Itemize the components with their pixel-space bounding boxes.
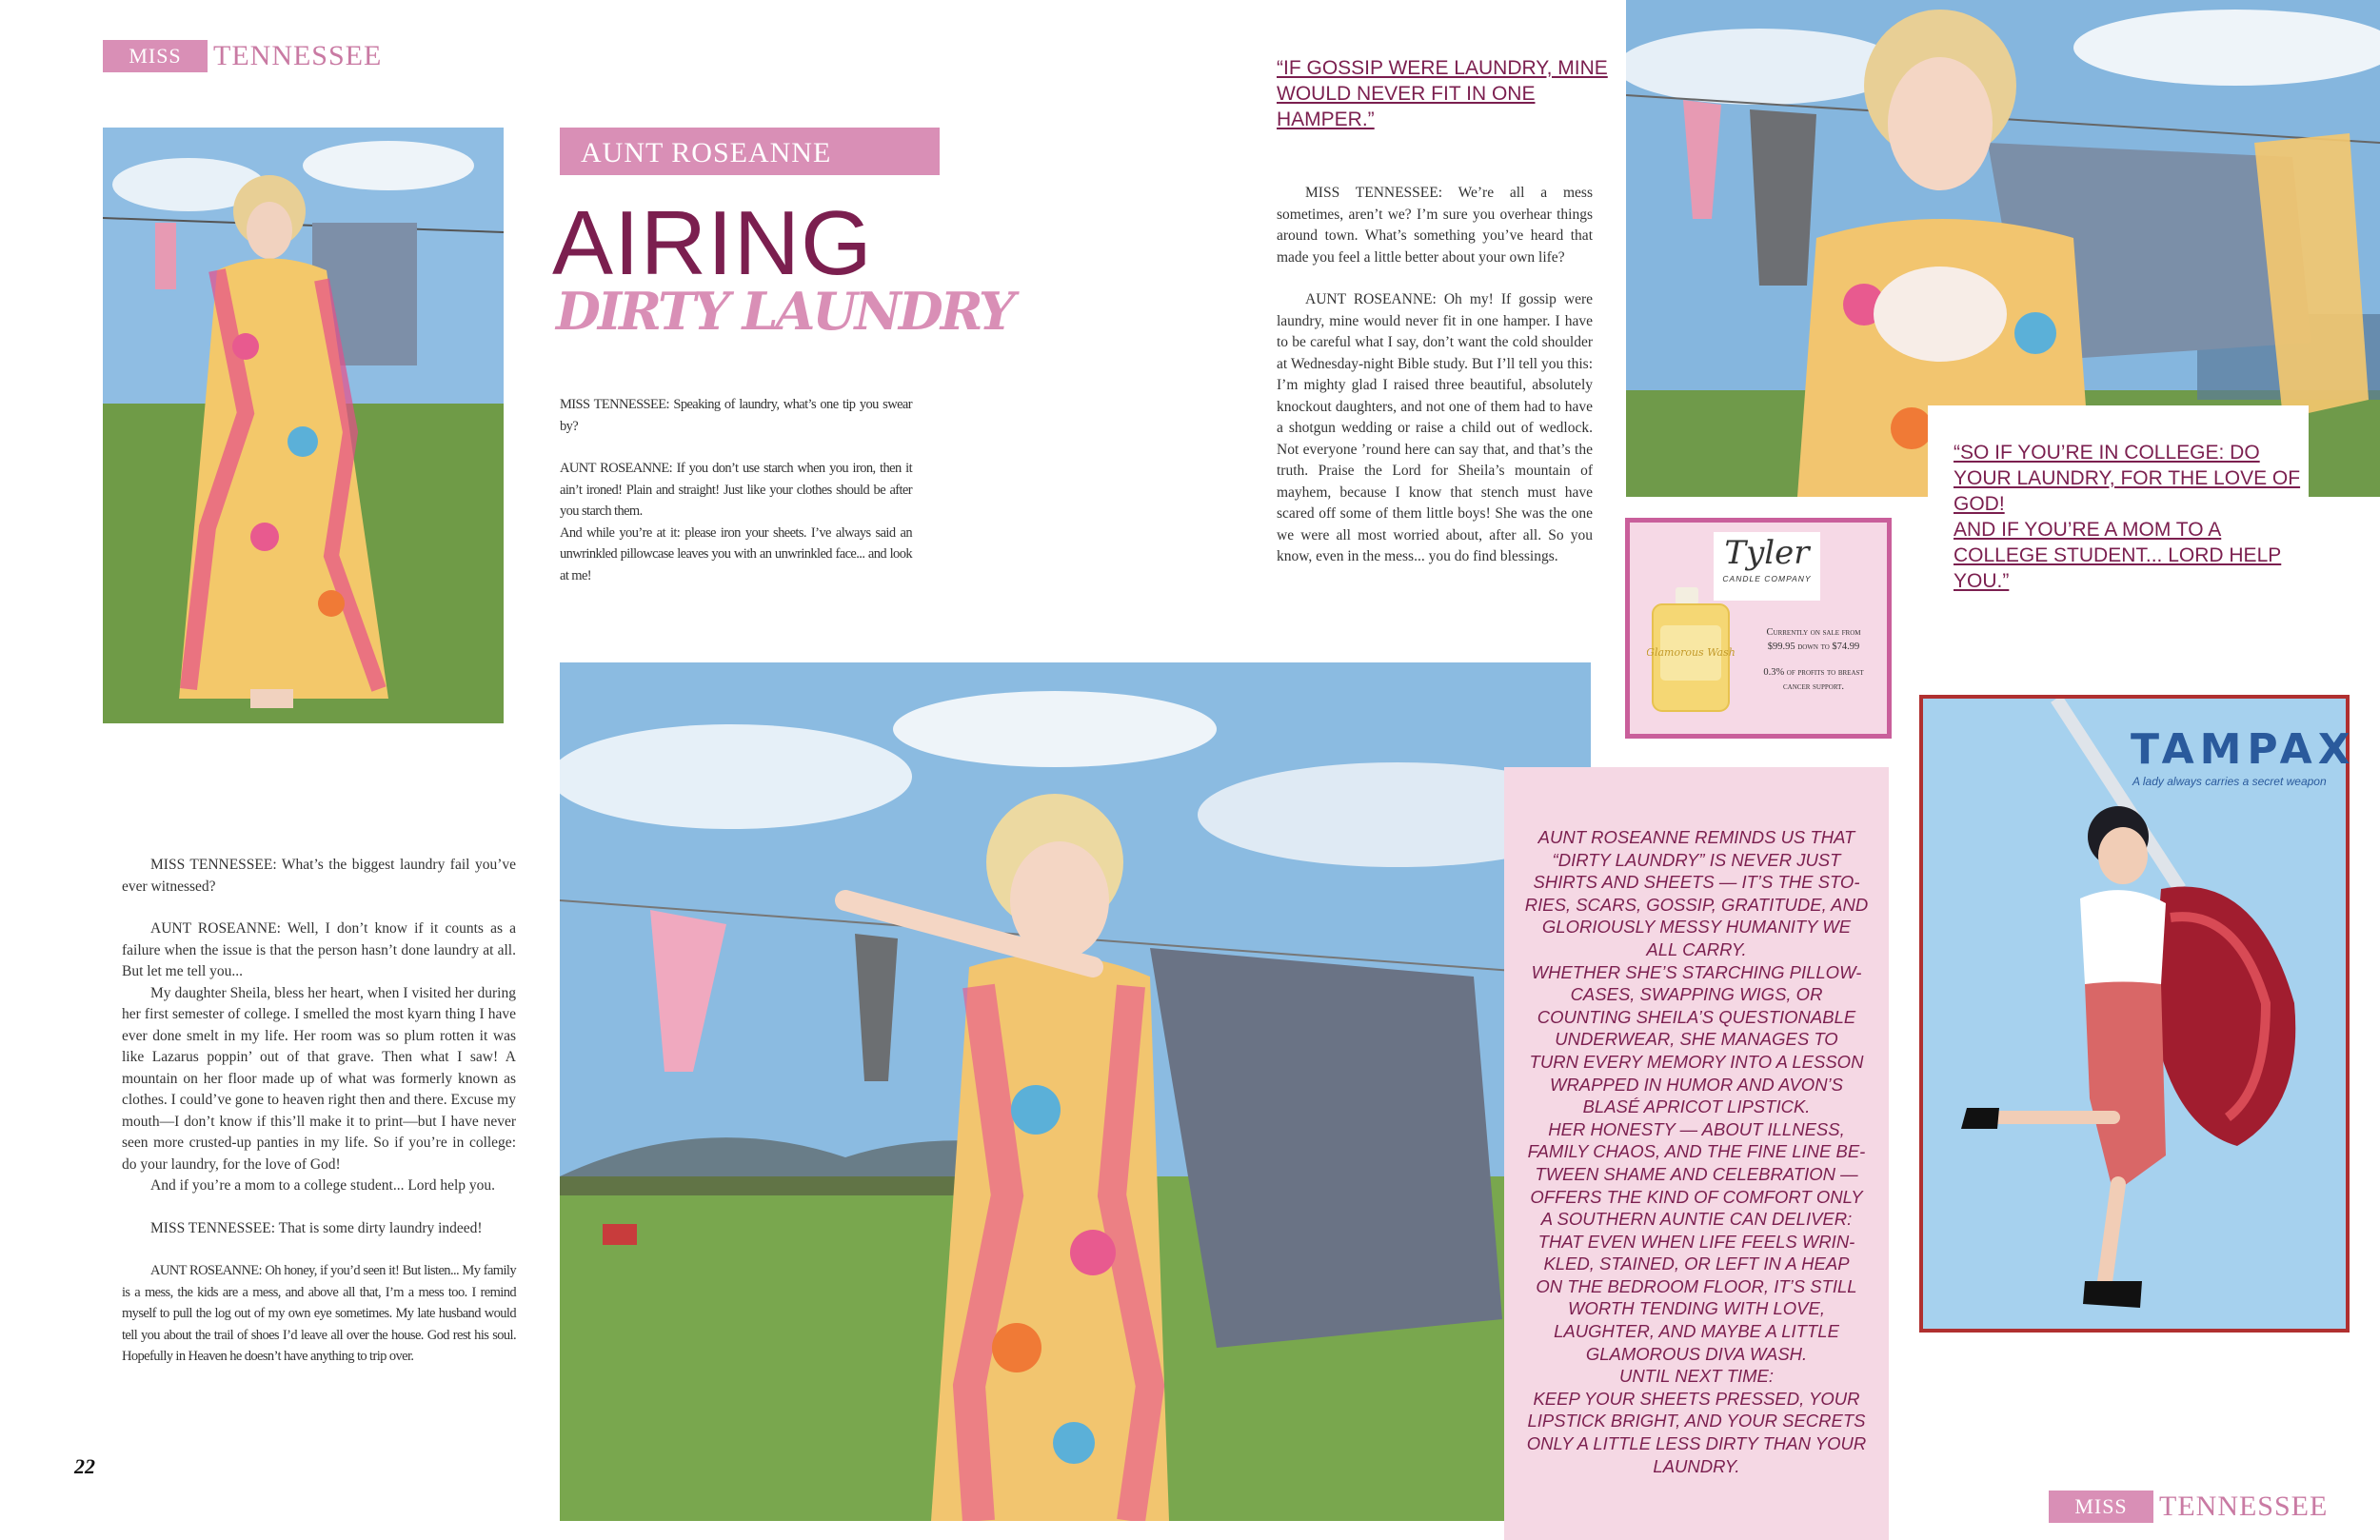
- intro-paragraph: AUNT ROSEANNE: If you don’t use starch when you iron, then it ain’t ironed! Plain and straight! Just like your clothes should be after you starch them.: [560, 461, 912, 519]
- masthead-word: TENNESSEE: [2159, 1491, 2329, 1522]
- tampax-ad: [1919, 695, 2356, 1333]
- intro-paragraph: And while you’re at it: please iron your sheets. I’ve always said an unwrinkled pillowcase leaves you with an unwrinkled face... and look at me!: [560, 524, 912, 583]
- pullquote-college: [1954, 440, 2315, 594]
- sidebar-line: LAUGHTER, AND MAYBE A LITTLE: [1554, 1321, 1839, 1342]
- tyler-line: 0.3% of profits to breast: [1763, 667, 1864, 678]
- sidebar-line: AUNT ROSEANNE REMINDS US THAT: [1537, 827, 1855, 847]
- sidebar-line: A SOUTHERN AUNTIE CAN DELIVER:: [1540, 1209, 1853, 1230]
- tampax-illustration: [1923, 699, 2346, 1329]
- sidebar-line: GLORIOUSLY MESSY HUMANITY WE: [1541, 917, 1852, 938]
- sidebar-line: WHETHER SHE’S STARCHING PILLOW-: [1531, 961, 1862, 982]
- sidebar-line: LAUNDRY.: [1653, 1455, 1740, 1476]
- left-column: [122, 855, 516, 1389]
- sidebar-line: TURN EVERY MEMORY INTO A LESSON: [1529, 1051, 1864, 1072]
- sidebar-line: RIES, SCARS, GOSSIP, GRATITUDE, AND: [1524, 894, 1869, 915]
- tyler-line: Currently on sale from: [1766, 627, 1861, 638]
- pullquote-line: HAMPER.”: [1277, 109, 1375, 130]
- masthead-top: [103, 40, 382, 72]
- sidebar-line: UNTIL NEXT TIME:: [1618, 1366, 1775, 1387]
- tyler-ad: [1625, 518, 1892, 739]
- sidebar-line: FAMILY CHAOS, AND THE FINE LINE BE-: [1527, 1141, 1866, 1162]
- headline: AIRING: [552, 192, 873, 294]
- sidebar-line: COUNTING SHEILA’S QUESTIONABLE: [1537, 1006, 1856, 1027]
- tampax-tagline: A lady always carries a secret weapon: [2132, 775, 2327, 788]
- sidebar-line: ON THE BEDROOM FLOOR, IT’S STILL: [1536, 1275, 1857, 1296]
- right-paragraph: MISS TENNESSEE: We’re all a mess sometimes, aren’t we? I’m sure you overhear things around town. What’s something you’ve heard that made you feel a little better about your own life?: [1277, 185, 1593, 266]
- sidebar-line: WRAPPED IN HUMOR AND AVON’S: [1549, 1074, 1844, 1095]
- left-paragraph: MISS TENNESSEE: That is some dirty laundry indeed!: [150, 1219, 483, 1236]
- left-paragraph: And if you’re a mom to a college student... Lord help you.: [150, 1177, 496, 1194]
- sidebar-line: KEEP YOUR SHEETS PRESSED, YOUR: [1533, 1388, 1860, 1409]
- sidebar-line: BLASÉ APRICOT LIPSTICK.: [1582, 1096, 1811, 1117]
- tyler-logo-script: Tyler: [1724, 534, 1810, 572]
- sidebar-line: HER HONESTY — ABOUT ILLNESS,: [1548, 1118, 1845, 1139]
- tampax-brand: TAMPAX: [2131, 725, 2356, 774]
- pullquote-line: GOD!: [1954, 493, 2005, 515]
- masthead-bottom: [2049, 1491, 2328, 1523]
- pullquote-line: COLLEGE STUDENT... LORD HELP: [1954, 544, 2282, 566]
- sidebar-line: OFFERS THE KIND OF COMFORT ONLY: [1530, 1186, 1863, 1207]
- pullquote-line: YOUR LAUNDRY, FOR THE LOVE OF: [1954, 467, 2301, 489]
- left-paragraph: My daughter Sheila, bless her heart, when I visited her during her first semester of college. I smelled the most kyarn thing I have ever done smelt in my life. Her room was so plum rotten it was like Lazarus poppin’ out of that grave. Then what I saw! A mountain on her floor made up of what was formerly known as clothes. I could’ve gone to heaven right then and there. Excuse my mouth—I don’t know if this’ll make it to print—but I have never seen more crusted-up panties in my life. So if you’re in college: do your laundry, for the love of God!: [122, 984, 516, 1173]
- photo-left-portrait: [103, 128, 504, 723]
- sidebar-line: ONLY A LITTLE LESS DIRTY THAN YOUR: [1526, 1433, 1867, 1454]
- masthead-pill: MISS: [2049, 1491, 2153, 1523]
- sidebar-line: TWEEN SHAME AND CELEBRATION —: [1535, 1163, 1858, 1184]
- tyler-line: cancer support.: [1783, 681, 1844, 692]
- pullquote-line: WOULD NEVER FIT IN ONE: [1277, 83, 1536, 105]
- page-number: 22: [74, 1454, 95, 1478]
- photo-main: [560, 662, 1591, 1521]
- intro-column: [560, 394, 912, 607]
- right-column: [1277, 183, 1593, 589]
- section-kicker: AUNT ROSEANNE: [560, 128, 940, 175]
- sidebar-box: [1504, 767, 1889, 1540]
- sidebar-line: SHIRTS AND SHEETS — IT’S THE STO-: [1533, 872, 1860, 893]
- left-paragraph: AUNT ROSEANNE: Well, I don’t know if it counts as a failure when the issue is that the person hasn’t done laundry at all. But let me tell you...: [122, 920, 516, 979]
- sidebar-text: [1521, 826, 1872, 1477]
- pullquote-line: “SO IF YOU’RE IN COLLEGE: DO: [1954, 442, 2260, 464]
- pullquote-line: AND IF YOU’RE A MOM TO A: [1954, 519, 2222, 541]
- glamorous-wash-bottle: [1647, 583, 1735, 715]
- sidebar-line: CASES, SWAPPING WIGS, OR: [1570, 984, 1823, 1005]
- intro-paragraph: MISS TENNESSEE: Speaking of laundry, what’s one tip you swear by?: [560, 397, 912, 434]
- sidebar-line: “DIRTY LAUNDRY” IS NEVER JUST: [1552, 849, 1841, 870]
- tyler-line: $99.95 down to $74.99: [1767, 642, 1860, 652]
- sidebar-line: ALL CARRY.: [1646, 938, 1747, 959]
- tyler-logo-sub: CANDLE COMPANY: [1722, 574, 1812, 583]
- pullquote-gossip: [1277, 55, 1619, 132]
- left-paragraph: MISS TENNESSEE: What’s the biggest laundry fail you’ve ever witnessed?: [122, 857, 516, 895]
- sidebar-line: GLAMOROUS DIVA WASH.: [1585, 1343, 1808, 1364]
- masthead-pill: MISS: [103, 40, 208, 72]
- sidebar-line: THAT EVEN WHEN LIFE FEELS WRIN-: [1537, 1231, 1855, 1252]
- tyler-sale-note: [1742, 625, 1885, 694]
- bottle-label: Glamorous Wash: [1647, 646, 1735, 659]
- pullquote-line: YOU.”: [1954, 570, 2010, 592]
- left-paragraph: AUNT ROSEANNE: Oh honey, if you’d seen it! But listen... My family is a mess, the kids are a mess, and above all that, I’m a mess too. I remind myself to pull the log out of my own eye sometimes. My late husband would tell you about the trail of shoes I’d leave all over the house. God rest his soul. Hopefully in Heaven he doesn’t have anything to trip over.: [122, 1263, 516, 1364]
- masthead-word: TENNESSEE: [213, 40, 383, 71]
- sidebar-line: UNDERWEAR, SHE MANAGES TO: [1555, 1029, 1838, 1050]
- sidebar-line: KLED, STAINED, OR LEFT IN A HEAP: [1543, 1254, 1850, 1274]
- subheadline: DIRTY LAUNDRY: [556, 281, 1013, 342]
- sidebar-line: LIPSTICK BRIGHT, AND YOUR SECRETS: [1527, 1411, 1866, 1431]
- right-paragraph: AUNT ROSEANNE: Oh my! If gossip were laundry, mine would never fit in one hamper. I have to be careful what I say, don’t want the cold shoulder at Wednesday-night Bible study. But I’ll tell you this: I’m mighty glad I raised three beautiful, absolutely knockout daughters, and not one of them had to have a shotgun wedding or raise a child out of wedlock. Not everyone ’round here can say that, and that’s the truth. Praise the Lord for Sheila’s mountain of mayhem, because I know that stench must have scared off some of them little boys! She was the one we were all most worried about, after all. So you know, even in the mess... you do find blessings.: [1277, 291, 1593, 564]
- sidebar-line: WORTH TENDING WITH LOVE,: [1568, 1298, 1825, 1319]
- pullquote-line: “IF GOSSIP WERE LAUNDRY, MINE: [1277, 57, 1608, 79]
